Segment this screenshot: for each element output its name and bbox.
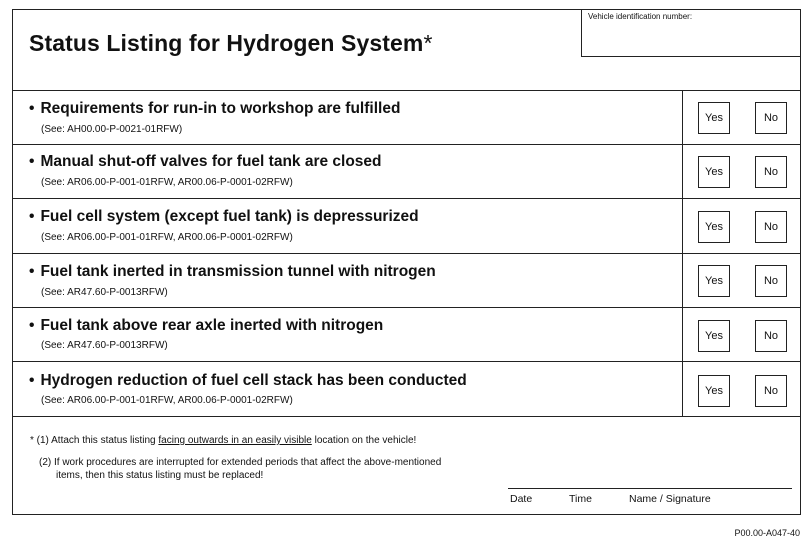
title-text: Status Listing for Hydrogen System	[29, 30, 424, 56]
row-reference: (See: AR47.60-P-0013RFW)	[41, 340, 168, 351]
no-checkbox[interactable]: No	[755, 375, 787, 407]
status-row	[12, 90, 801, 144]
title-asterisk: *	[423, 30, 433, 56]
row-title: • Manual shut-off valves for fuel tank are closed	[29, 153, 382, 170]
status-row	[12, 307, 801, 361]
bullet: •	[29, 100, 35, 117]
yes-checkbox[interactable]: Yes	[698, 156, 730, 188]
yes-checkbox[interactable]: Yes	[698, 102, 730, 134]
yes-checkbox[interactable]: Yes	[698, 375, 730, 407]
document-code: P00.00-A047-40	[734, 528, 800, 538]
status-row	[12, 144, 801, 198]
no-checkbox[interactable]: No	[755, 211, 787, 243]
row-reference: (See: AR06.00-P-001-01RFW, AR00.06-P-0001-02RFW)	[41, 177, 293, 188]
note-1: * (1) Attach this status listing facing outwards in an easily visible location on the vehicle!	[30, 435, 417, 446]
date-label: Date	[510, 493, 533, 505]
bullet: •	[29, 317, 35, 334]
bullet: •	[29, 208, 35, 225]
bullet: •	[29, 153, 35, 170]
row-reference: (See: AH00.00-P-0021-01RFW)	[41, 124, 183, 135]
time-label: Time	[569, 493, 592, 505]
vin-label: Vehicle identification number:	[588, 12, 693, 21]
row-reference: (See: AR06.00-P-001-01RFW, AR00.06-P-0001-02RFW)	[41, 395, 293, 406]
row-title: • Fuel cell system (except fuel tank) is depressurized	[29, 208, 419, 225]
row-title: • Requirements for run-in to workshop are fulfilled	[29, 100, 401, 117]
row-reference: (See: AR47.60-P-0013RFW)	[41, 287, 168, 298]
status-row	[12, 361, 801, 416]
vin-box[interactable]	[581, 9, 801, 57]
yes-checkbox[interactable]: Yes	[698, 211, 730, 243]
yes-checkbox[interactable]: Yes	[698, 320, 730, 352]
status-row	[12, 253, 801, 307]
yes-checkbox[interactable]: Yes	[698, 265, 730, 297]
no-checkbox[interactable]: No	[755, 156, 787, 188]
no-checkbox[interactable]: No	[755, 265, 787, 297]
page-title	[29, 30, 433, 57]
no-checkbox[interactable]: No	[755, 102, 787, 134]
note-2: (2) If work procedures are interrupted for extended periods that affect the above-mentioned items, then this status listing must be replaced!	[39, 457, 442, 481]
signature-line[interactable]	[508, 488, 792, 489]
notes-divider	[12, 416, 801, 417]
name-signature-label: Name / Signature	[629, 493, 711, 505]
row-title: • Fuel tank above rear axle inerted with nitrogen	[29, 317, 384, 334]
row-title: • Hydrogen reduction of fuel cell stack has been conducted	[29, 372, 467, 389]
row-reference: (See: AR06.00-P-001-01RFW, AR00.06-P-0001-02RFW)	[41, 232, 293, 243]
no-checkbox[interactable]: No	[755, 320, 787, 352]
status-row	[12, 198, 801, 253]
bullet: •	[29, 263, 35, 280]
bullet: •	[29, 372, 35, 389]
row-title: • Fuel tank inerted in transmission tunnel with nitrogen	[29, 263, 436, 280]
